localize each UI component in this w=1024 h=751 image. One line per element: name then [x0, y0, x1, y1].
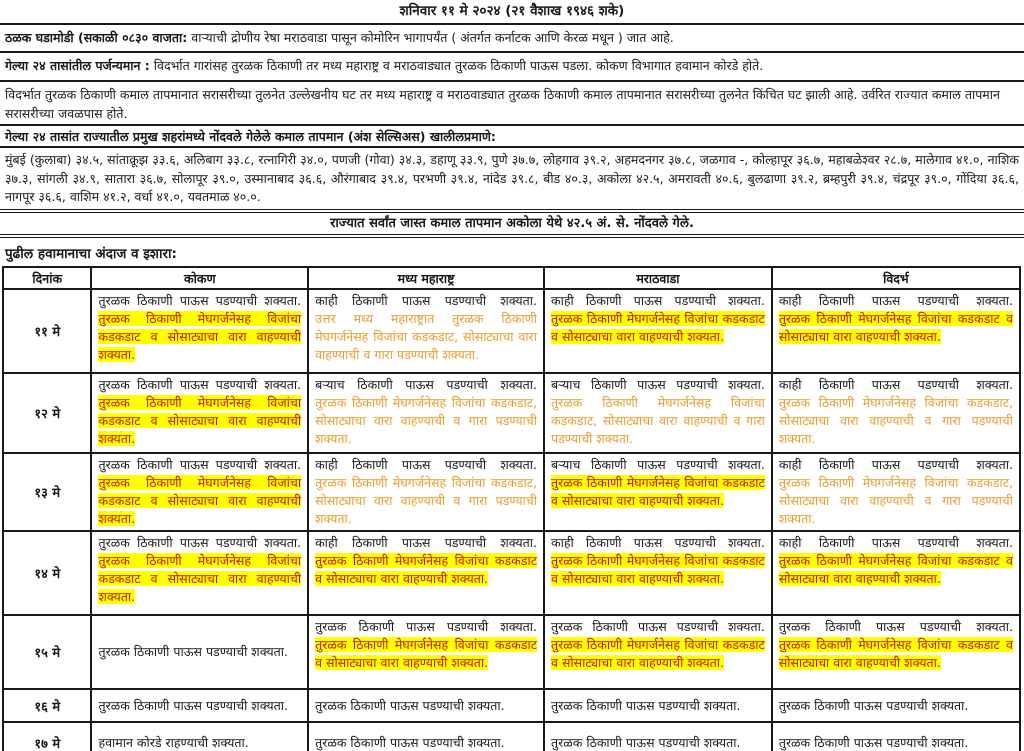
forecast-warning-text: तुरळक ठिकाणी मेघगर्जनेसह विजांचा कडकडाट व सोसाट्याचा वारा वाहण्याची शक्यता. [551, 637, 765, 670]
forecast-cell-vidarbha [772, 289, 1020, 373]
forecast-cell-madhya-maharashtra [308, 289, 544, 373]
forecast-row-14-may [3, 531, 1020, 615]
forecast-plain-text: तुरळक ठिकाणी पाऊस पडण्याची शक्यता. [551, 619, 765, 634]
forecast-row-11-may [3, 289, 1020, 373]
forecast-plain-text: काही ठिकाणी पाऊस पडण्याची शक्यता. [778, 457, 1013, 472]
max-temps-heading: गेल्या २४ तासांत राज्यातील प्रमुख शहरांमध्ये नोंदवले गेलेले कमाल तापमान (अंश सेल्सिअस) खालीलप्रमाणे: [0, 126, 1024, 148]
forecast-cell-madhya-maharashtra [308, 689, 544, 722]
forecast-warning-text: तुरळक ठिकाणी मेघगर्जनेसह विजांचा कडकडाट, सोसाट्याचा वारा वाहण्याची व गारा पडण्याची शक्यता. [551, 395, 765, 446]
forecast-warning-text: तुरळक ठिकाणी मेघगर्जनेसह विजांचा कडकडाट व सोसाट्याचा वारा वाहण्याची शक्यता. [778, 553, 1013, 586]
forecast-plain-text: तुरळक ठिकाणी पाऊस पडण्याची शक्यता. [315, 619, 538, 634]
column-header-vidarbha: विदर्भ [772, 267, 1020, 289]
forecast-plain-text: काही ठिकाणी पाऊस पडण्याची शक्यता. [551, 535, 765, 550]
forecast-plain-text: काही ठिकाणी पाऊस पडण्याची शक्यता. [315, 535, 538, 550]
forecast-cell-konkan [91, 453, 308, 531]
forecast-cell-marathwada [544, 722, 772, 751]
forecast-cell-marathwada [544, 689, 772, 722]
forecast-warning-text: तुरळक ठिकाणी मेघगर्जनेसह विजांचा कडकडाट, सोसाट्याचा वारा वाहण्याची व गारा पडण्याची शक्यता. [315, 395, 538, 446]
forecast-plain-text: हवामान कोरडे राहण्याची शक्यता. [98, 734, 249, 750]
statement-label: गेल्या २४ तासांतील पर्जन्यमान : [5, 58, 150, 73]
forecast-date: १२ मे [3, 373, 91, 453]
statement-highlights [0, 25, 1024, 53]
forecast-cell-marathwada [544, 453, 772, 531]
forecast-cell-madhya-maharashtra [308, 615, 544, 689]
forecast-cell-madhya-maharashtra [308, 453, 544, 531]
forecast-cell-vidarbha [772, 373, 1020, 453]
bulletin-title: शनिवार ११ मे २०२४ (२१ वैशाख १९४६ शके) [0, 0, 1024, 25]
forecast-plain-text: बऱ्याच ठिकाणी पाऊस पडण्याची शक्यता. [551, 457, 765, 472]
forecast-plain-text: तुरळक ठिकाणी पाऊस पडण्याची शक्यता. [315, 697, 505, 713]
highest-temp-record: राज्यात सर्वांत जास्त कमाल तापमान अकोला येथे ४२.५ अं. से. नोंदवले गेले. [0, 209, 1024, 238]
forecast-warning-text: तुरळक ठिकाणी मेघगर्जनेसह विजांचा कडकडाट व सोसाट्याचा वारा वाहण्याची शक्यता. [778, 311, 1013, 344]
forecast-row-12-may [3, 373, 1020, 453]
forecast-header-row [3, 267, 1020, 289]
forecast-date: १३ मे [3, 453, 91, 531]
forecast-cell-marathwada [544, 289, 772, 373]
forecast-warning-text: तुरळक ठिकाणी मेघगर्जनेसह विजांचा कडकडाट व सोसाट्याचा वारा वाहण्याची शक्यता. [315, 637, 538, 670]
forecast-date: १६ मे [3, 689, 91, 722]
statement-text: विदर्भात तुरळक ठिकाणी कमाल तापमानात सरासरीच्या तुलनेत उल्लेखनीय घट तर मध्य महाराष्ट्र व मराठवाड्यात तुरळक ठिकाणी कमाल तापमानात सरासरीच्या तुलनेत किंचित घट झाली आहे. उर्वरित राज्यात कमाल तापमान सरासरीच्या जवळपास होते. [5, 87, 1000, 121]
forecast-cell-vidarbha [772, 689, 1020, 722]
forecast-plain-text: काही ठिकाणी पाऊस पडण्याची शक्यता. [778, 377, 1013, 392]
forecast-plain-text: तुरळक ठिकाणी पाऊस पडण्याची शक्यता. [551, 697, 741, 713]
forecast-date: १७ मे [3, 722, 91, 751]
forecast-row-17-may [3, 722, 1020, 751]
column-header-madhya-maharashtra: मध्य महाराष्ट्र [308, 267, 544, 289]
forecast-plain-text: काही ठिकाणी पाऊस पडण्याची शक्यता. [778, 293, 1013, 308]
forecast-date: १४ मे [3, 531, 91, 615]
forecast-warning-text: उत्तर मध्य महाराष्ट्रात तुरळक ठिकाणी मेघगर्जनेसह विजांचा कडकडाट, सोसाट्याचा वारा वाहण्याची व गारा पडण्याची शक्यता. [315, 311, 538, 362]
forecast-plain-text: तुरळक ठिकाणी पाऊस पडण्याची शक्यता. [98, 457, 302, 472]
forecast-row-16-may [3, 689, 1020, 722]
forecast-date: ११ मे [3, 289, 91, 373]
forecast-plain-text: तुरळक ठिकाणी पाऊस पडण्याची शक्यता. [98, 377, 302, 392]
forecast-warning-text: तुरळक ठिकाणी मेघगर्जनेसह विजांचा कडकडाट व सोसाट्याचा वारा वाहण्याची शक्यता. [98, 553, 302, 604]
statement-label: ठळक घडामोडी (सकाळी ०८३० वाजता: [5, 30, 188, 45]
column-header-marathwada: मराठवाडा [544, 267, 772, 289]
forecast-warning-text: तुरळक ठिकाणी मेघगर्जनेसह विजांचा कडकडाट व सोसाट्याचा वारा वाहण्याची शक्यता. [98, 395, 302, 446]
forecast-plain-text: काही ठिकाणी पाऊस पडण्याची शक्यता. [778, 535, 1013, 550]
column-header-date: दिनांक [3, 267, 91, 289]
forecast-warning-text: तुरळक ठिकाणी मेघगर्जनेसह विजांचा कडकडाट व सोसाट्याचा वारा वाहण्याची शक्यता. [551, 553, 765, 586]
column-header-konkan: कोकण [91, 267, 308, 289]
max-temps-list: मुंबई (कुलाबा) ३४.५, सांताक्रूझ ३३.६, अलिबाग ३३.८, रत्नागिरी ३४.०, पणजी (गोवा) ३४.३, डहाणू ३३.९, पुणे ३७.७, लोहगाव ३९.२, अहमदनगर ३७.८, जळगाव -, कोल्हापूर ३६.७, महाबळेश्वर २८.७, मालेगाव ४१.०, नाशिक ३७.३, सांगली ३४.९, सातारा ३६.७, सोलापूर ३९.०, उस्मानाबाद ३६.६, औरंगाबाद ३९.४, परभणी ३९.४, नांदेड ३९.८, बीड ४०.३, अकोला ४२.५, अमरावती ४०.६, बुलढाणा ३९.२, ब्रम्हपुरी ३९.४, चंद्रपूर ३९.०, गोंदिया ३६.६, नागपूर ३६.६, वाशिम ४१.२, वर्धा ४१.०, यवतमाळ ४०.०. [5, 152, 1019, 204]
forecast-warning-text: तुरळक ठिकाणी मेघगर्जनेसह विजांचा कडकडाट व सोसाट्याचा वारा वाहण्याची शक्यता. [98, 311, 302, 362]
forecast-cell-konkan [91, 615, 308, 689]
forecast-cell-madhya-maharashtra [308, 722, 544, 751]
forecast-plain-text: तुरळक ठिकाणी पाऊस पडण्याची शक्यता. [98, 697, 288, 713]
forecast-cell-vidarbha [772, 453, 1020, 531]
forecast-cell-vidarbha [772, 722, 1020, 751]
forecast-cell-konkan [91, 722, 308, 751]
forecast-plain-text: तुरळक ठिकाणी पाऊस पडण्याची शक्यता. [778, 697, 969, 713]
forecast-plain-text: तुरळक ठिकाणी पाऊस पडण्याची शक्यता. [98, 644, 288, 659]
forecast-warning-text: तुरळक ठिकाणी मेघगर्जनेसह विजांचा कडकडाट व सोसाट्याचा वारा वाहण्याची शक्यता. [98, 475, 302, 526]
forecast-cell-vidarbha [772, 531, 1020, 615]
forecast-cell-marathwada [544, 373, 772, 453]
forecast-plain-text: बऱ्याच ठिकाणी पाऊस पडण्याची शक्यता. [551, 377, 765, 392]
forecast-row-13-may [3, 453, 1020, 531]
forecast-plain-text: तुरळक ठिकाणी पाऊस पडण्याची शक्यता. [778, 619, 1013, 634]
forecast-section-heading: पुढील हवामानाचा अंदाज व इशारा: [5, 246, 177, 262]
forecast-plain-text: काही ठिकाणी पाऊस पडण्याची शक्यता. [315, 293, 538, 308]
forecast-plain-text: तुरळक ठिकाणी पाऊस पडण्याची शक्यता. [98, 535, 302, 550]
forecast-plain-text: बऱ्याच ठिकाणी पाऊस पडण्याची शक्यता. [315, 377, 538, 392]
statement-temperature-departure [0, 82, 1024, 126]
forecast-table [2, 266, 1021, 751]
forecast-warning-text: तुरळक ठिकाणी मेघगर्जनेसह विजांचा कडकडाट व सोसाट्याचा वारा वाहण्याची शक्यता. [551, 475, 765, 508]
forecast-plain-text: तुरळक ठिकाणी पाऊस पडण्याची शक्यता. [315, 734, 505, 750]
forecast-cell-konkan [91, 689, 308, 722]
forecast-cell-vidarbha [772, 615, 1020, 689]
forecast-plain-text: तुरळक ठिकाणी पाऊस पडण्याची शक्यता. [778, 734, 969, 750]
forecast-plain-text: तुरळक ठिकाणी पाऊस पडण्याची शक्यता. [551, 734, 741, 750]
forecast-warning-text: तुरळक ठिकाणी मेघगर्जनेसह विजांचा कडकडाट व सोसाट्याचा वारा वाहण्याची शक्यता. [315, 553, 538, 586]
forecast-warning-text: तुरळक ठिकाणी मेघगर्जनेसह विजांचा कडकडाट, सोसाट्याचा वारा वाहण्याची व गारा पडण्याची शक्यता. [315, 475, 538, 526]
forecast-date: १५ मे [3, 615, 91, 689]
forecast-warning-text: तुरळक ठिकाणी मेघगर्जनेसह विजांचा कडकडाट, सोसाट्याचा वारा वाहण्याची व गारा पडण्याची शक्यता. [778, 475, 1013, 526]
forecast-cell-marathwada [544, 531, 772, 615]
forecast-warning-text: तुरळक ठिकाणी मेघगर्जनेसह विजांचा कडकडाट, सोसाट्याचा वारा वाहण्याची व गारा पडण्याची शक्यता. [778, 395, 1013, 446]
forecast-cell-madhya-maharashtra [308, 373, 544, 453]
forecast-plain-text: काही ठिकाणी पाऊस पडण्याची शक्यता. [551, 293, 765, 308]
forecast-cell-madhya-maharashtra [308, 531, 544, 615]
statement-rainfall [0, 53, 1024, 82]
forecast-warning-text: तुरळक ठिकाणी मेघगर्जनेसह विजांचा कडकडाट व सोसाट्याचा वारा वाहण्याची शक्यता. [551, 311, 765, 344]
forecast-plain-text: तुरळक ठिकाणी पाऊस पडण्याची शक्यता. [98, 293, 302, 308]
forecast-warning-text: तुरळक ठिकाणी मेघगर्जनेसह विजांचा कडकडाट व सोसाट्याचा वारा वाहण्याची शक्यता. [778, 637, 1013, 670]
forecast-cell-konkan [91, 373, 308, 453]
forecast-cell-konkan [91, 531, 308, 615]
forecast-cell-konkan [91, 289, 308, 373]
forecast-plain-text: काही ठिकाणी पाऊस पडण्याची शक्यता. [315, 457, 538, 472]
statement-text: विदर्भात गारांसह तुरळक ठिकाणी तर मध्य महाराष्ट्र व मराठवाड्यात तुरळक ठिकाणी पाऊस पडला. कोकण विभागात हवामान कोरडे होते. [153, 58, 764, 73]
forecast-cell-marathwada [544, 615, 772, 689]
forecast-row-15-may [3, 615, 1020, 689]
statement-text: वाऱ्याची द्रोणीय रेषा मराठवाडा पासून कोमोरिन भागापर्यंत ( अंतर्गत कर्नाटक आणि केरळ मधून ) जात आहे. [191, 30, 674, 45]
